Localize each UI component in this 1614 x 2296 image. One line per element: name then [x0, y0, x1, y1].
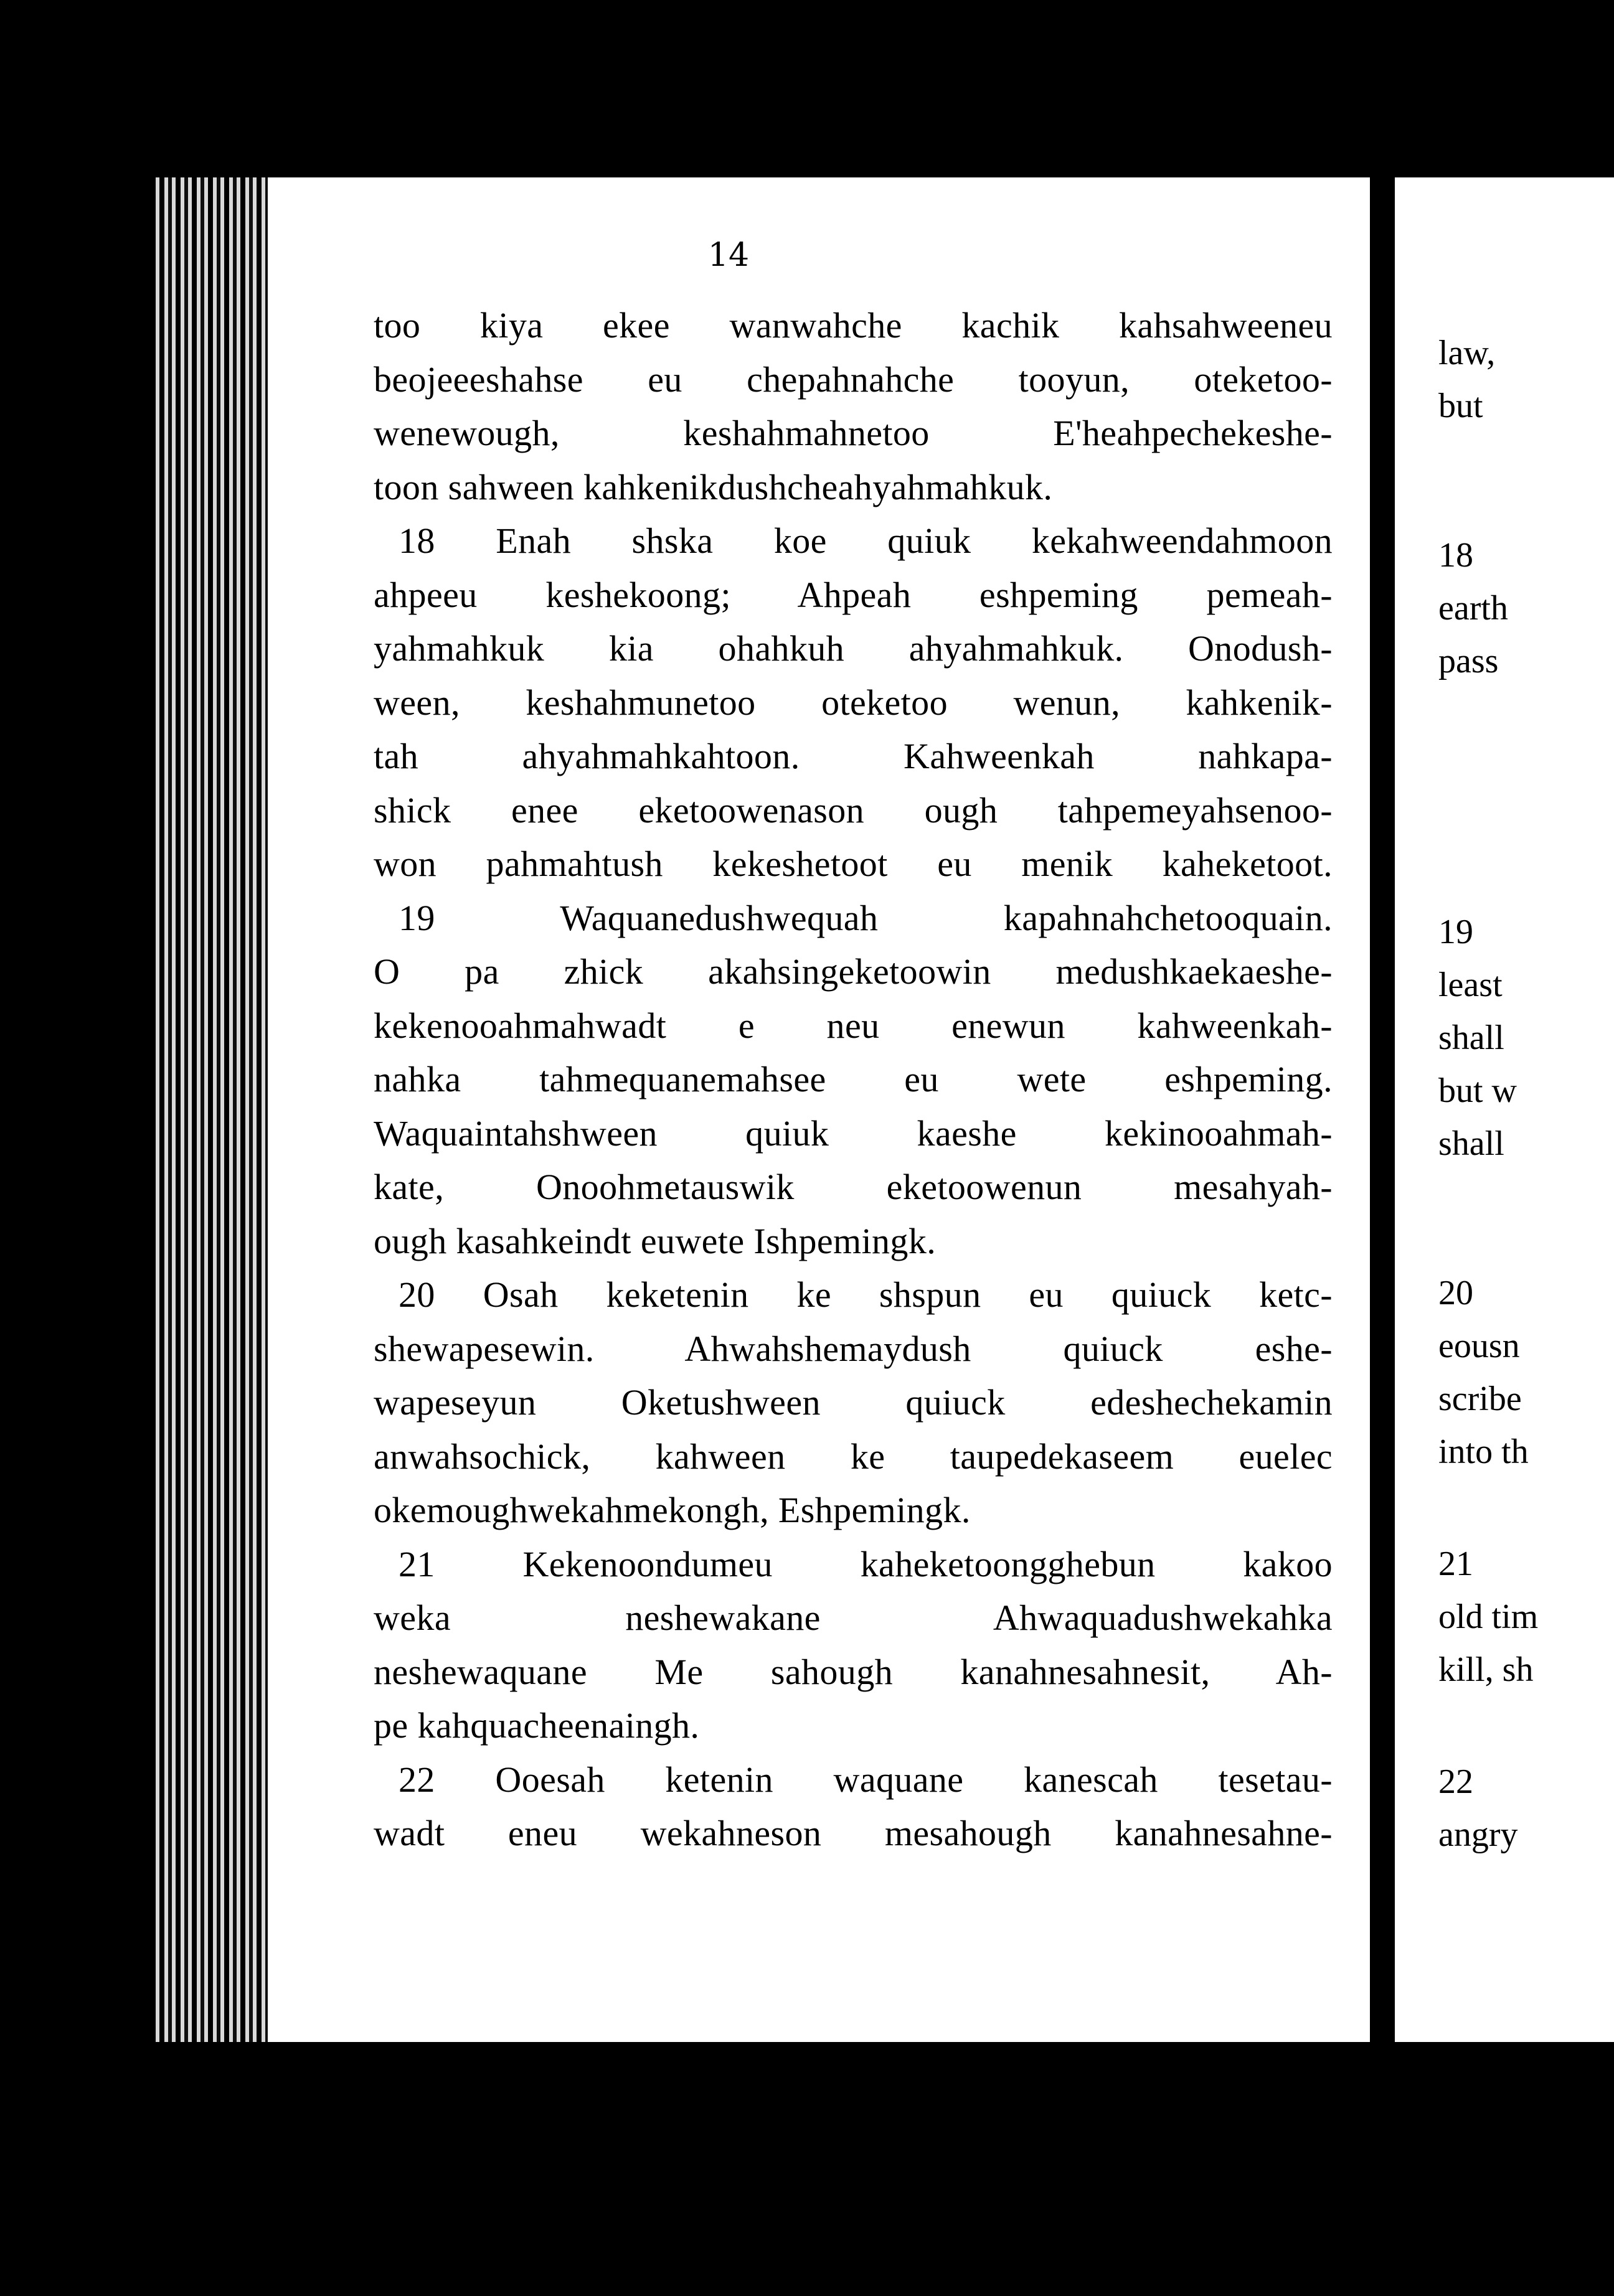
facing-page-fragment: into th — [1438, 1433, 1529, 1471]
text-line: wapeseyun Oketushween quiuck edeshechekamin — [374, 1382, 1333, 1423]
main-text — [374, 299, 1333, 1861]
facing-page-fragment: shall — [1438, 1019, 1504, 1057]
text-line: too kiya ekee wanwahche kachik kahsahweeneu — [374, 305, 1333, 346]
facing-page-fragment: but w — [1438, 1071, 1517, 1110]
facing-page-fragment: shall — [1438, 1124, 1504, 1163]
facing-page-fragment: old tim — [1438, 1597, 1539, 1636]
facing-page-fragment: 21 — [1438, 1545, 1473, 1583]
text-line: weka neshewakane Ahwaquadushwekahka — [374, 1597, 1333, 1638]
facing-page-fragment: least — [1438, 966, 1503, 1004]
book-gutter — [1370, 177, 1395, 2042]
text-line: yahmahkuk kia ohahkuh ahyahmahkuk. Onodush- — [374, 628, 1333, 669]
text-line: 22 Ooesah ketenin waquane kanescah tesetau- — [399, 1759, 1333, 1800]
text-line: ough kasahkeindt euwete Ishpemingk. — [374, 1220, 937, 1261]
text-line: shewapesewin. Ahwahshemaydush quiuck eshe- — [374, 1328, 1333, 1369]
text-line: kekenooahmahwadt e neu enewun kahweenkah- — [374, 1005, 1333, 1046]
text-line: beojeeeshahse eu chepahnahche tooyun, oteketoo- — [374, 359, 1333, 400]
text-line: 21 Kekenoondumeu kaheketoongghebun kakoo — [399, 1543, 1333, 1584]
text-line: neshewaquane Me sahough kanahnesahnesit, Ah- — [374, 1651, 1333, 1692]
text-line: Waquaintahshween quiuk kaeshe kekinooahmah- — [374, 1113, 1333, 1154]
facing-page-fragment: eousn — [1438, 1327, 1520, 1365]
text-line: okemoughwekahmekongh, Eshpemingk. — [374, 1490, 971, 1530]
facing-page-fragment: 20 — [1438, 1274, 1473, 1312]
text-line: ahpeeu keshekoong; Ahpeah eshpeming pemeah- — [374, 574, 1333, 615]
text-line: 19 Waquanedushwequah kapahnahchetooquain. — [399, 897, 1333, 938]
text-line: O pa zhick akahsingeketoowin medushkaekaeshe- — [374, 951, 1333, 992]
facing-page-fragment: scribe — [1438, 1380, 1522, 1418]
text-line: 20 Osah keketenin ke shspun eu quiuck ketc- — [399, 1274, 1333, 1315]
page-number: 14 — [707, 237, 750, 274]
text-line: wenewough, keshahmahnetoo E'heahpechekeshe- — [374, 413, 1333, 453]
facing-page-fragment: kill, sh — [1438, 1650, 1534, 1689]
text-line: nahka tahmequanemahsee eu wete eshpeming. — [374, 1059, 1333, 1099]
facing-page-fragment: earth — [1438, 589, 1508, 628]
text-line: ween, keshahmunetoo oteketoo wenun, kahkenik- — [374, 682, 1333, 723]
text-line: anwahsochick, kahween ke taupedekaseem euelec — [374, 1436, 1333, 1477]
facing-page-fragment: angry — [1438, 1815, 1518, 1854]
text-line: kate, Onoohmetauswik eketoowenun mesahyah- — [374, 1167, 1333, 1207]
page-edges — [156, 177, 274, 2042]
facing-page-fragment: but — [1438, 387, 1483, 425]
facing-page-fragment: law, — [1438, 334, 1496, 372]
text-line: won pahmahtush kekeshetoot eu menik kaheketoot. — [374, 844, 1333, 884]
facing-page-fragment: 18 — [1438, 536, 1473, 575]
text-line: shick enee eketoowenason ough tahpemeyahsenoo- — [374, 789, 1333, 830]
facing-page-fragment: 22 — [1438, 1762, 1473, 1801]
text-line: wadt eneu wekahneson mesahough kanahnesahne- — [374, 1813, 1333, 1853]
facing-page-fragment: pass — [1438, 642, 1499, 680]
text-line: toon sahween kahkenikdushcheahyahmahkuk. — [374, 466, 1053, 507]
text-line: pe kahquacheenaingh. — [374, 1705, 700, 1746]
facing-page-fragment: 19 — [1438, 913, 1473, 951]
text-line: 18 Enah shska koe quiuk kekahweendahmoon — [399, 520, 1333, 561]
text-line: tah ahyahmahkahtoon. Kahweenkah nahkapa- — [374, 736, 1333, 776]
